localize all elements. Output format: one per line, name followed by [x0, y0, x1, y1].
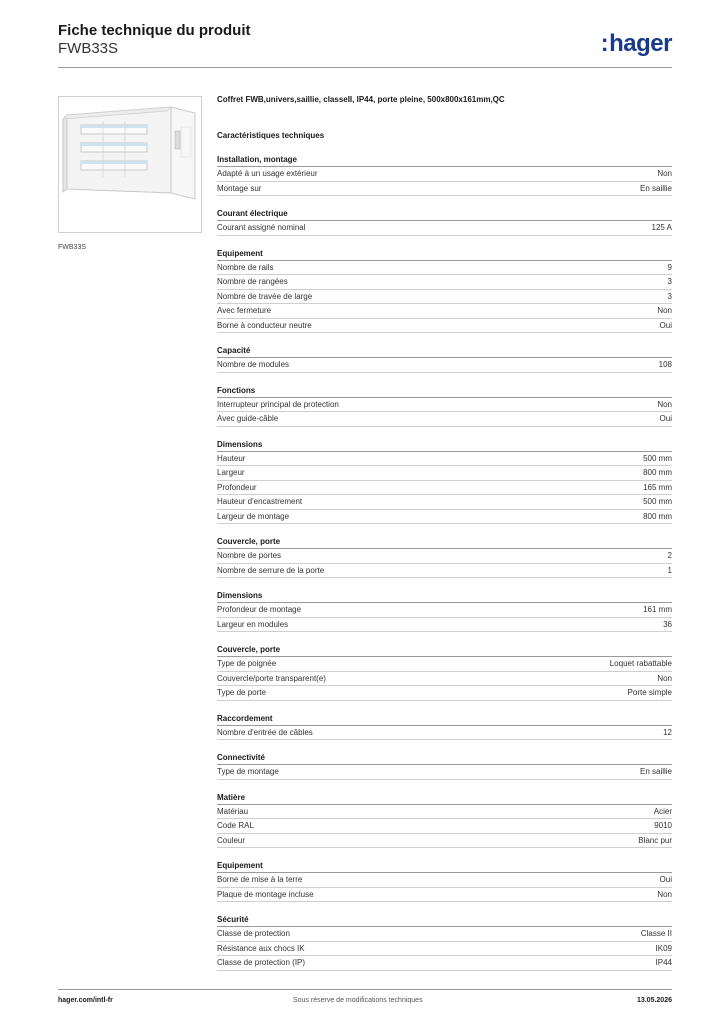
spec-value: Oui: [659, 875, 672, 884]
spec-value: Non: [657, 889, 672, 899]
spec-label: Classe de protection (IP): [217, 958, 306, 967]
spec-label: Largeur: [217, 468, 245, 477]
spec-value: 165 mm: [643, 482, 672, 492]
document-title: Fiche technique du produit: [58, 22, 251, 39]
spec-value: 3: [667, 291, 672, 301]
spec-label: Type de porte: [217, 688, 266, 697]
spec-row: [217, 412, 672, 427]
spec-label: Largeur de montage: [217, 511, 290, 521]
spec-row: [217, 398, 672, 413]
spec-section: [217, 248, 672, 334]
logo-prefix: :: [600, 30, 609, 57]
spec-value: 500 mm: [643, 453, 672, 463]
spec-label: Borne à conducteur neutre: [217, 320, 312, 330]
spec-value: Non: [657, 399, 672, 409]
spec-label: Plaque de montage incluse: [217, 889, 314, 899]
spec-label: Avec guide-câble: [217, 414, 279, 423]
spec-value: Non: [657, 169, 672, 178]
spec-label: Nombre de modules: [217, 360, 290, 369]
section-title: Equipement: [217, 248, 672, 261]
section-title: Fonctions: [217, 385, 672, 398]
section-title: Couvercle, porte: [217, 644, 672, 657]
spec-section: [217, 860, 672, 902]
spec-row: [217, 956, 672, 971]
spec-label: Courant assigné nominal: [217, 223, 306, 232]
product-reference: FWB33S: [58, 40, 119, 57]
spec-label: Adapté à un usage extérieur: [217, 169, 318, 178]
product-image: [58, 96, 202, 233]
spec-section: [217, 590, 672, 632]
spec-label: Type de poignée: [217, 659, 277, 668]
spec-label: Nombre de travée de large: [217, 291, 313, 301]
hager-logo[interactable]: [601, 30, 672, 58]
spec-label: Classe de protection: [217, 929, 290, 938]
spec-label: Hauteur d'encastrement: [217, 497, 303, 506]
spec-label: Avec fermeture: [217, 306, 272, 315]
spec-row: [217, 888, 672, 903]
spec-row: [217, 564, 672, 579]
header-divider: [58, 67, 672, 68]
spec-sections: [217, 154, 672, 971]
spec-label: Résistance aux chocs IK: [217, 943, 305, 953]
spec-value: 3: [667, 277, 672, 286]
spec-section: [217, 792, 672, 849]
spec-value: Non: [657, 306, 672, 315]
section-title: Capacité: [217, 345, 672, 358]
spec-value: 800 mm: [643, 468, 672, 477]
spec-label: Matériau: [217, 806, 249, 816]
spec-label: Nombre de rangées: [217, 277, 288, 286]
spec-row: [217, 873, 672, 888]
spec-value: 36: [663, 619, 672, 629]
spec-value: 125 A: [651, 223, 672, 232]
spec-row: [217, 942, 672, 957]
spec-section: [217, 385, 672, 427]
image-caption: FWB33S: [58, 244, 87, 251]
spec-label: Couvercle/porte transparent(e): [217, 673, 326, 683]
spec-section: [217, 914, 672, 971]
spec-value: 161 mm: [643, 605, 672, 614]
spec-row: [217, 495, 672, 510]
spec-row: [217, 290, 672, 305]
footer-website-link[interactable]: hager.com/intl-fr: [58, 997, 113, 1004]
spec-row: [217, 834, 672, 849]
spec-label: Type de montage: [217, 767, 279, 776]
spec-row: [217, 261, 672, 276]
spec-value: 9: [667, 262, 672, 272]
spec-value: Oui: [659, 320, 672, 330]
section-title: Sécurité: [217, 914, 672, 927]
spec-label: Hauteur: [217, 453, 246, 463]
footer-divider: [58, 989, 672, 990]
spec-value: Oui: [659, 414, 672, 423]
spec-row: [217, 221, 672, 236]
spec-row: [217, 549, 672, 564]
spec-label: Couleur: [217, 835, 246, 845]
spec-value: Porte simple: [627, 688, 672, 697]
spec-value: 12: [663, 727, 672, 737]
spec-value: Non: [657, 673, 672, 683]
spec-value: Loquet rabattable: [609, 659, 672, 668]
spec-value: En saillie: [639, 183, 672, 193]
section-title: Dimensions: [217, 439, 672, 452]
section-title: Matière: [217, 792, 672, 805]
logo-text: hager: [609, 30, 672, 57]
spec-row: [217, 275, 672, 290]
spec-label: Profondeur: [217, 482, 257, 492]
spec-label: Nombre de portes: [217, 551, 282, 560]
spec-row: [217, 358, 672, 373]
spec-row: [217, 726, 672, 741]
spec-row: [217, 657, 672, 672]
product-content: [217, 94, 672, 971]
spec-row: [217, 510, 672, 525]
spec-row: [217, 805, 672, 820]
section-title: Connectivité: [217, 752, 672, 765]
spec-label: Code RAL: [217, 821, 254, 830]
spec-value: En saillie: [639, 767, 672, 776]
spec-label: Profondeur de montage: [217, 605, 302, 614]
page-header: [58, 22, 672, 66]
spec-label: Nombre de serrure de la porte: [217, 565, 325, 575]
spec-label: Interrupteur principal de protection: [217, 399, 339, 409]
spec-value: Blanc pur: [638, 835, 672, 845]
section-title: Courant électrique: [217, 208, 672, 221]
spec-section: [217, 439, 672, 525]
spec-value: 108: [658, 360, 672, 369]
spec-row: [217, 167, 672, 182]
spec-value: IP44: [655, 958, 672, 967]
spec-label: Nombre d'entrée de câbles: [217, 727, 313, 737]
tech-specs-title: Caractéristiques techniques: [217, 131, 325, 140]
spec-row: [217, 819, 672, 834]
section-title: Dimensions: [217, 590, 672, 603]
spec-label: Montage sur: [217, 183, 262, 193]
spec-row: [217, 304, 672, 319]
spec-value: 2: [667, 551, 672, 560]
spec-row: [217, 672, 672, 687]
spec-value: 1: [667, 565, 672, 575]
spec-label: Largeur en modules: [217, 619, 289, 629]
spec-value: 9010: [654, 821, 672, 830]
spec-label: Nombre de rails: [217, 262, 274, 272]
spec-value: 800 mm: [643, 511, 672, 521]
spec-section: [217, 713, 672, 741]
spec-section: [217, 208, 672, 236]
spec-value: Acier: [653, 806, 672, 816]
spec-row: [217, 481, 672, 496]
footer-date: 13.05.2026: [636, 997, 672, 1004]
product-description: Coffret FWB,univers,saillie, classeII, IP44, porte pleine, 500x800x161mm,QC: [217, 95, 505, 104]
spec-row: [217, 686, 672, 701]
spec-row: [217, 452, 672, 467]
spec-section: [217, 752, 672, 780]
spec-row: [217, 182, 672, 197]
spec-value: Classe II: [640, 929, 672, 938]
spec-row: [217, 466, 672, 481]
spec-section: [217, 644, 672, 701]
spec-section: [217, 536, 672, 578]
section-title: Equipement: [217, 860, 672, 873]
section-title: Raccordement: [217, 713, 672, 726]
spec-row: [217, 765, 672, 780]
page-footer: [58, 997, 672, 1009]
spec-row: [217, 603, 672, 618]
section-title: Couvercle, porte: [217, 536, 672, 549]
section-title: Installation, montage: [217, 154, 672, 167]
spec-section: [217, 345, 672, 373]
spec-value: IK09: [655, 943, 672, 953]
footer-notice: Sous réserve de modifications techniques: [293, 997, 423, 1004]
enclosure-illustration: [59, 97, 201, 232]
spec-row: [217, 319, 672, 334]
spec-row: [217, 618, 672, 633]
spec-section: [217, 154, 672, 196]
spec-value: 500 mm: [643, 497, 672, 506]
spec-row: [217, 927, 672, 942]
spec-label: Borne de mise à la terre: [217, 875, 303, 884]
